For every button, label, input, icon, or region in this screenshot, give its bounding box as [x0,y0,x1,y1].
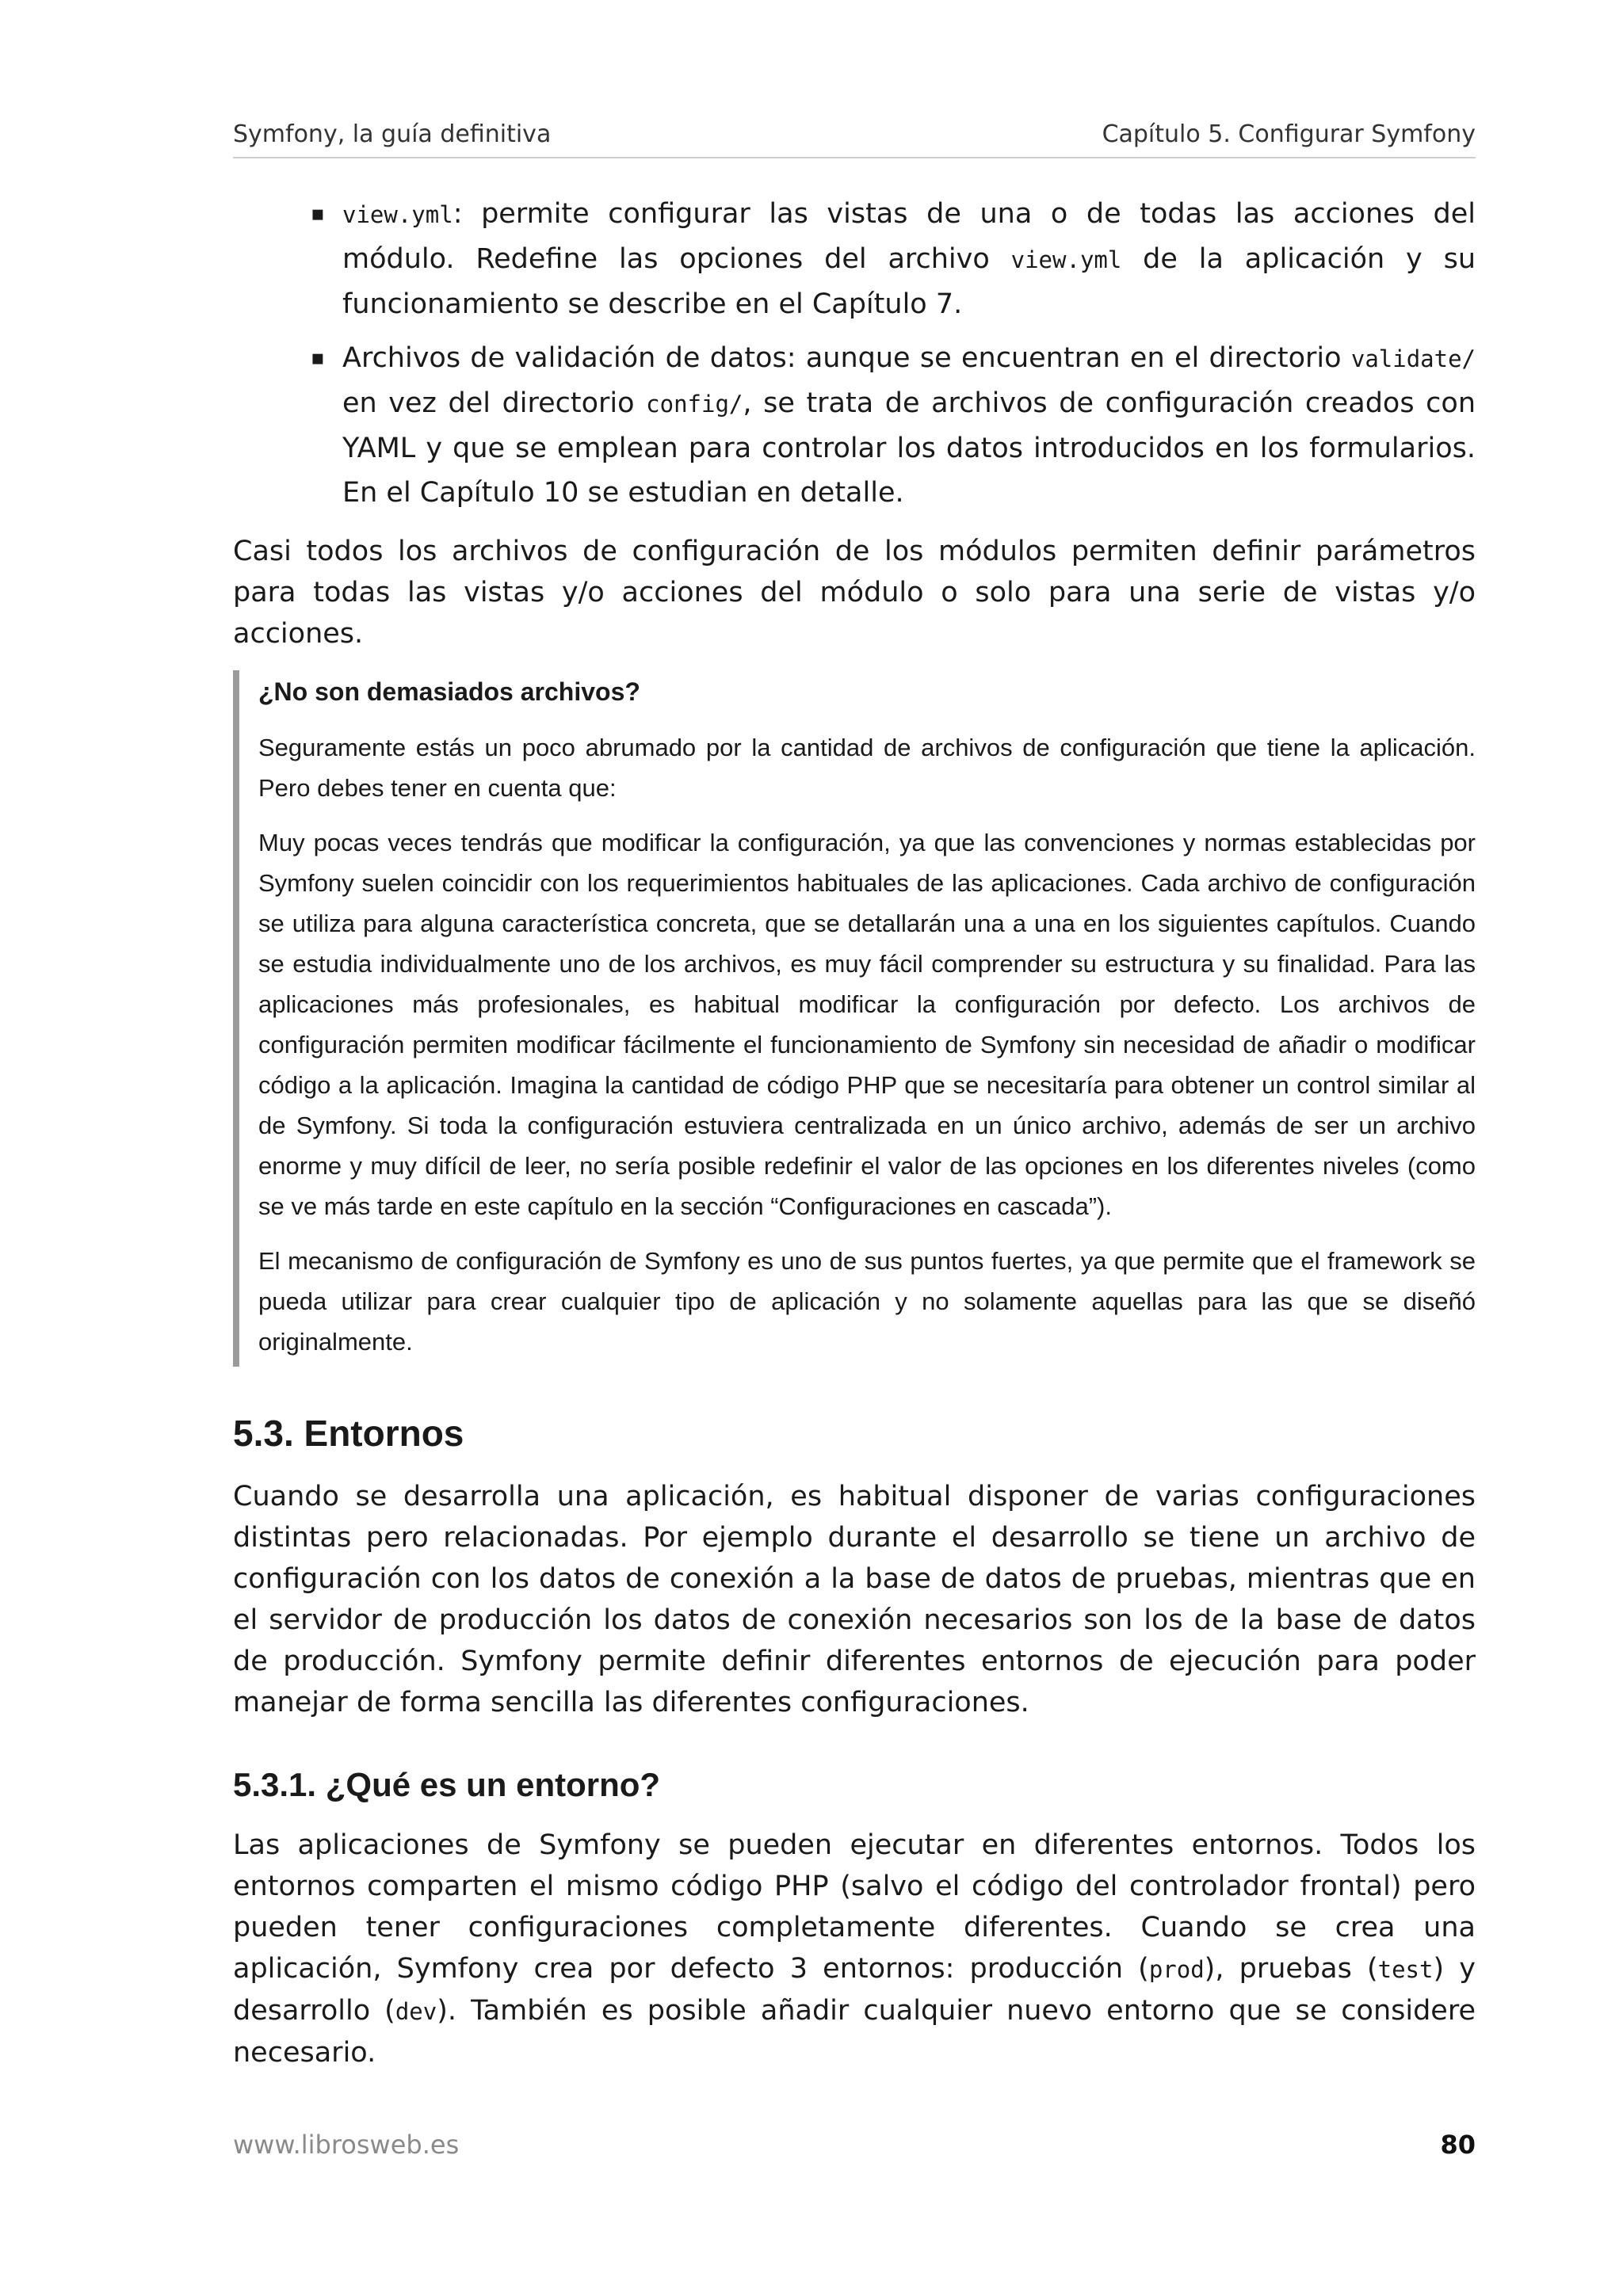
subsection-paragraph: Las aplicaciones de Symfony se pueden ejecutar en diferentes entornos. Todos los entornos comparten el mismo código PHP (salvo el código del controlador frontal) pero pueden tener configuraciones completamente diferentes. Cuando se crea una aplicación, Symfony crea por defecto 3 entornos: producción (prod), pruebas (test) y desarrollo (dev). También es posible añadir cualquier nuevo entorno que se considere necesario. [233,1829,1476,2069]
section-heading: 5.3. Entornos [233,1413,464,1454]
section-paragraph: Cuando se desarrolla una aplicación, es habitual disponer de varias configuraciones distintas pero relacionadas. Por ejemplo durante el desarrollo se tiene un archivo de configuración con los datos de conexión a la base de datos de pruebas, mientras que en el servidor de producción los datos de conexión necesarios son los de la base de datos de producción. Symfony permite definir diferentes entornos de ejecución para poder manejar de forma sencilla las diferentes configuraciones. [233,1481,1476,1718]
book-title: Symfony, la guía definitiva [233,120,552,148]
page-number: 80 [1440,2130,1476,2160]
note-paragraph: Seguramente estás un poco abrumado por la cantidad de archivos de configuración que tiene la aplicación. Pero debes tener en cuenta que: [258,734,1476,802]
page-content [233,192,1476,2073]
note-box [233,670,1476,1367]
running-header [233,119,1476,158]
document-page [233,0,1476,2296]
chapter-title: Capítulo 5. Configurar Symfony [1102,120,1476,148]
inline-code: view.yml [1010,246,1122,273]
bullet-icon: ▪ [311,346,325,370]
inline-code: validate/ [1350,345,1476,372]
list-item: ▪ Archivos de validación de datos: aunque se encuentran en el directorio validate/ en vez del directorio config/, se trata de archivos de configuración creados con YAML y que se emplean para controlar los datos introducidos en los formularios. En el Capítulo 10 se estudian en detalle. [233,336,1476,515]
page-footer [233,2130,1476,2168]
note-paragraph: El mecanismo de configuración de Symfony es uno de sus puntos fuertes, ya que permite que el framework se pueda utilizar para crear cualquier tipo de aplicación y no solamente aquellas para las que se diseñó originalmente. [258,1247,1476,1356]
inline-code: prod [1148,1956,1205,1983]
bullet-icon: ▪ [311,202,325,226]
config-files-list [233,192,1476,515]
subsection-heading: 5.3.1. ¿Qué es un entorno? [233,1766,661,1803]
note-title: ¿No son demasiados archivos? [258,677,640,706]
inline-code: dev [395,1998,437,2025]
list-item: ▪ view.yml: permite configurar las vistas de una o de todas las acciones del módulo. Redefine las opciones del archivo view.yml de la aplicación y su funcionamiento se describe en el Capítulo 7. [233,192,1476,326]
footer-url: www.librosweb.es [233,2130,460,2160]
inline-code: config/ [646,391,743,418]
inline-code: test [1377,1956,1434,1983]
inline-code: view.yml [342,201,453,228]
paragraph: Casi todos los archivos de configuración de los módulos permiten definir parámetros para todas las vistas y/o acciones del módulo o solo para una serie de vistas y/o acciones. [233,536,1476,650]
note-paragraph: Muy pocas veces tendrás que modificar la configuración, ya que las convenciones y normas establecidas por Symfony suelen coincidir con los requerimientos habituales de las aplicaciones. Cada archivo de configuración se utiliza para alguna característica concreta, que se detallarán una a una en los siguientes capítulos. Cuando se estudia individualmente uno de los archivos, es muy fácil comprender su estructura y su finalidad. Para las aplicaciones más profesionales, es habitual modificar la configuración por defecto. Los archivos de configuración permiten modificar fácilmente el funcionamiento de Symfony sin necesidad de añadir o modificar código a la aplicación. Imagina la cantidad de código PHP que se necesitaría para obtener un control similar al de Symfony. Si toda la configuración estuviera centralizada en un único archivo, además de ser un archivo enorme y muy difícil de leer, no sería posible redefinir el valor de las opciones en los diferentes niveles (como se ve más tarde en este capítulo en la sección “Configuraciones en cascada”). [258,829,1476,1220]
